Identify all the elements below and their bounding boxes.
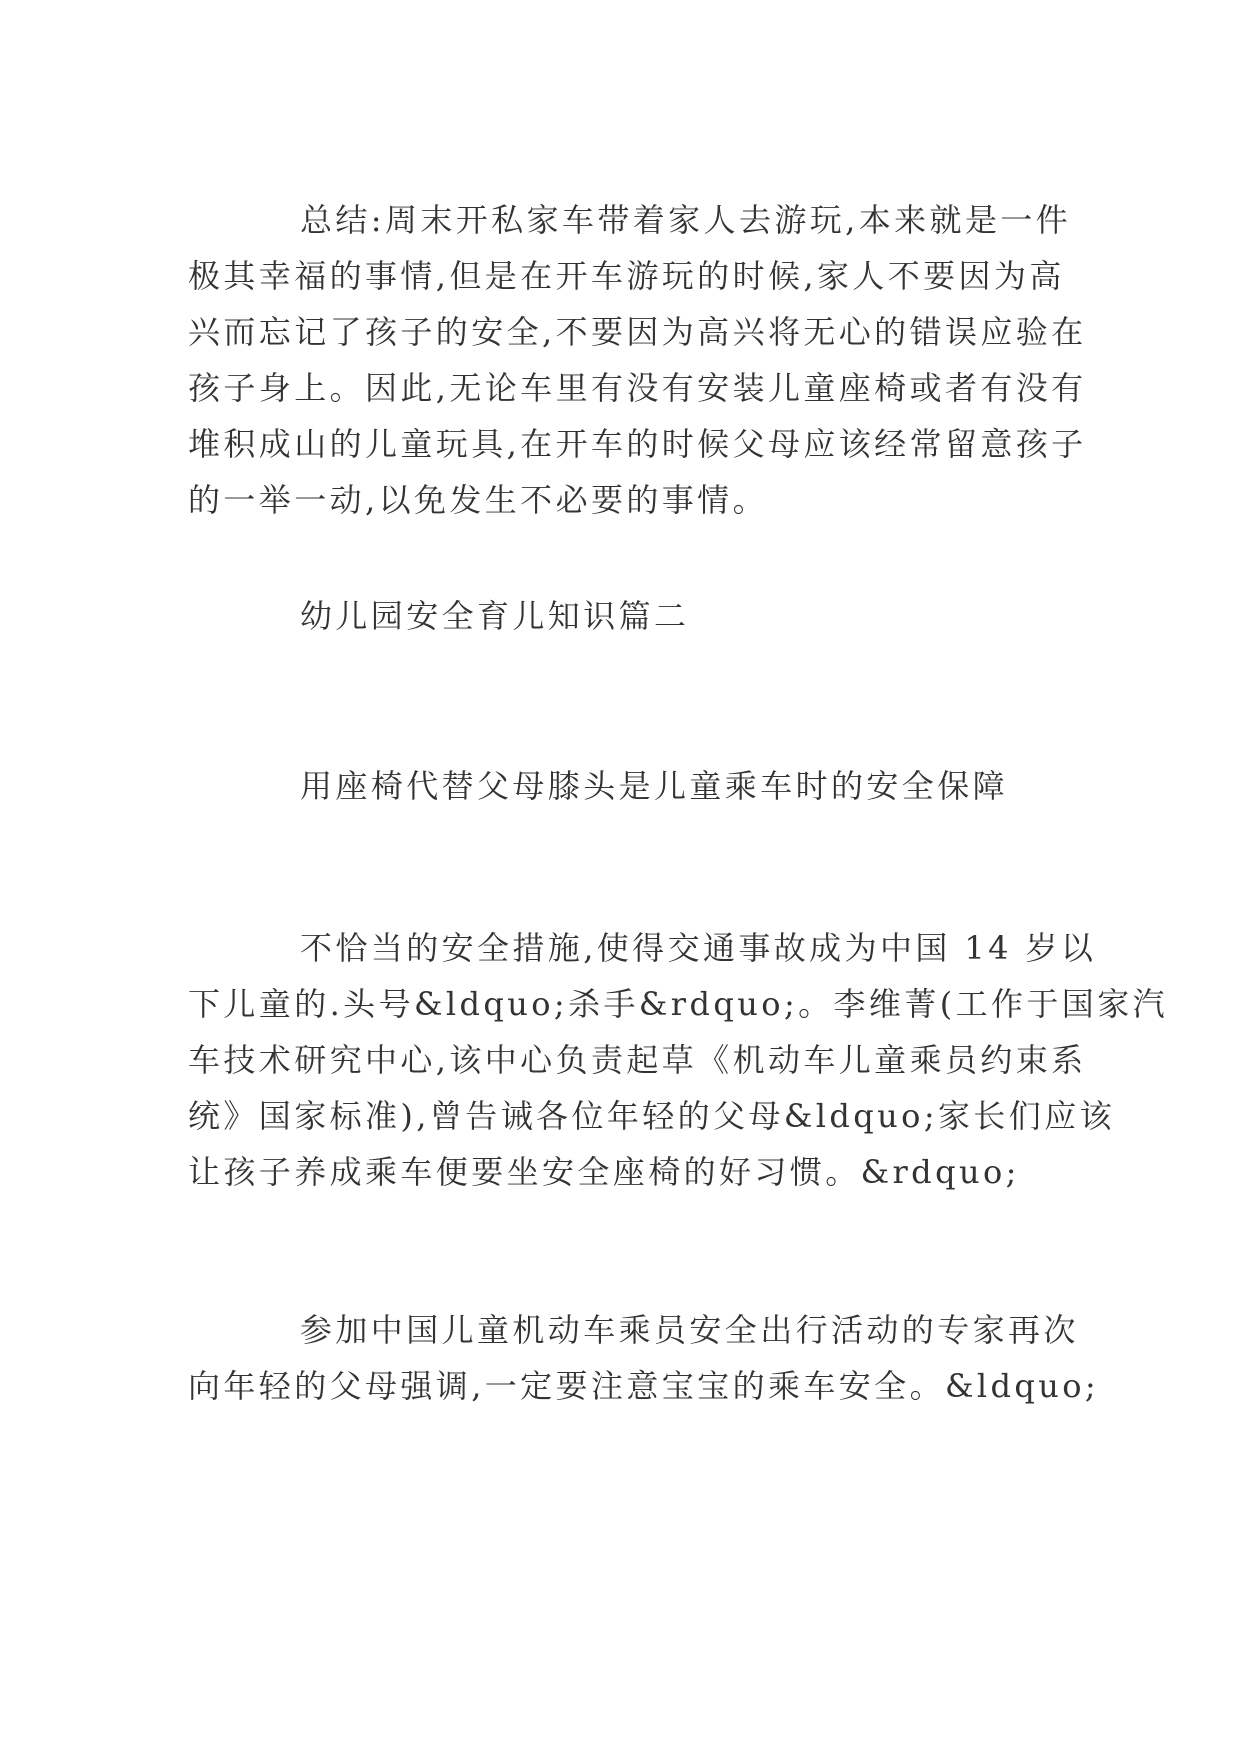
article-title: 用座椅代替父母膝头是儿童乘车时的安全保障 (300, 767, 1009, 805)
section-heading: 幼儿园安全育儿知识篇二 (300, 597, 690, 635)
paragraph-line: 堆积成山的儿童玩具,在开车的时候父母应该经常留意孩子 (188, 425, 1087, 463)
paragraph-line: 的一举一动,以免发生不必要的事情。 (188, 481, 768, 519)
paragraph-line: 兴而忘记了孩子的安全,不要因为高兴将无心的错误应验在 (188, 313, 1087, 351)
paragraph-line: 极其幸福的事情,但是在开车游玩的时候,家人不要因为高 (188, 257, 1065, 295)
paragraph-line: 让孩子养成乘车便要坐安全座椅的好习惯。&rdquo; (188, 1153, 1020, 1191)
paragraph-line: 参加中国儿童机动车乘员安全出行活动的专家再次 (300, 1311, 1079, 1349)
paragraph-line: 下儿童的.头号&ldquo;杀手&rdquo;。李维菁(工作于国家汽 (188, 985, 1169, 1023)
paragraph-line: 孩子身上。因此,无论车里有没有安装儿童座椅或者有没有 (188, 369, 1087, 407)
paragraph-line: 总结:周末开私家车带着家人去游玩,本来就是一件 (300, 201, 1072, 239)
paragraph-line: 不恰当的安全措施,使得交通事故成为中国 14 岁以 (300, 929, 1097, 967)
paragraph-line: 向年轻的父母强调,一定要注意宝宝的乘车安全。&ldquo; (188, 1367, 1100, 1405)
paragraph-line: 统》国家标准),曾告诫各位年轻的父母&ldquo;家长们应该 (188, 1097, 1116, 1135)
paragraph-line: 车技术研究中心,该中心负责起草《机动车儿童乘员约束系 (188, 1041, 1087, 1079)
